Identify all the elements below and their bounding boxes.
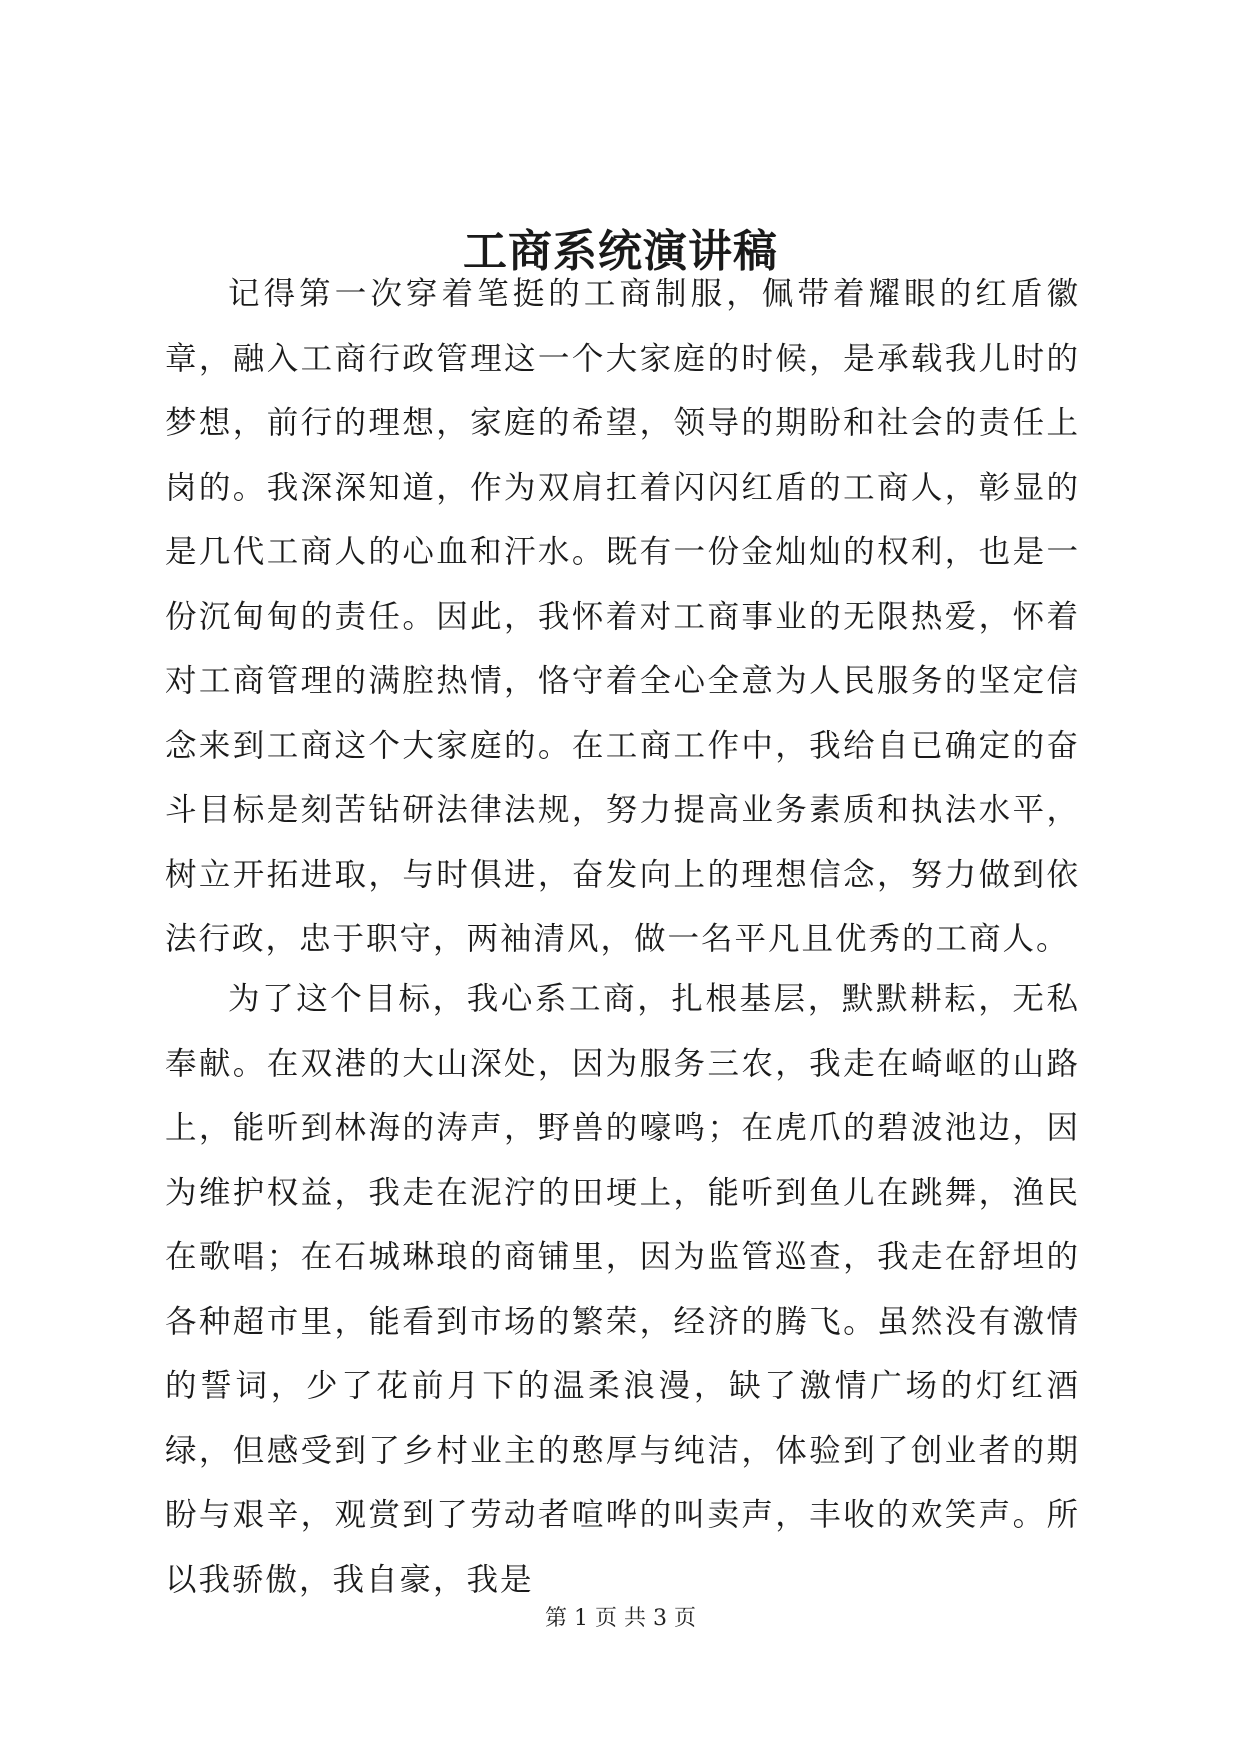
body-paragraph-1: 记得第一次穿着笔挺的工商制服，佩带着耀眼的红盾徽章，融入工商行政管理这一个大家庭的时候，是承载我儿时的梦想，前行的理想，家庭的希望，领导的期盼和社会的责任上岗的。我深深知道，作为双肩扛着闪闪红盾的工商人，彰显的是几代工商人的心血和汗水。既有一份金灿灿的权利，也是一份沉甸甸的责任。因此，我怀着对工商事业的无限热爱，怀着对工商管理的满腔热情，恪守着全心全意为人民服务的坚定信念来到工商这个大家庭的。在工商工作中，我给自已确定的奋斗目标是刻苦钻研法律法规，努力提高业务素质和执法水平，树立开拓进取，与时俱进，奋发向上的理想信念，努力做到依法行政，忠于职守，两袖清风，做一名平凡且优秀的工商人。 [165,276,1080,957]
page-number-footer: 第 1 页 共 3 页 [545,1606,696,1631]
page-title: 工商系统演讲稿 [463,226,778,277]
body-paragraph-2: 为了这个目标，我心系工商，扎根基层，默默耕耘，无私奉献。在双港的大山深处，因为服务三农，我走在崎岖的山路上，能听到林海的涛声，野兽的嚎鸣；在虎爪的碧波池边，因为维护权益，我走在泥泞的田埂上，能听到鱼儿在跳舞，渔民在歌唱；在石城琳琅的商铺里，因为监管巡查，我走在舒坦的各种超市里，能看到市场的繁荣，经济的腾飞。虽然没有激情的誓词，少了花前月下的温柔浪漫，缺了激情广场的灯红酒绿，但感受到了乡村业主的憨厚与纯洁，体验到了创业者的期盼与艰辛，观赏到了劳动者喧哗的叫卖声，丰收的欢笑声。所以我骄傲，我自豪，我是 [165,981,1080,1598]
